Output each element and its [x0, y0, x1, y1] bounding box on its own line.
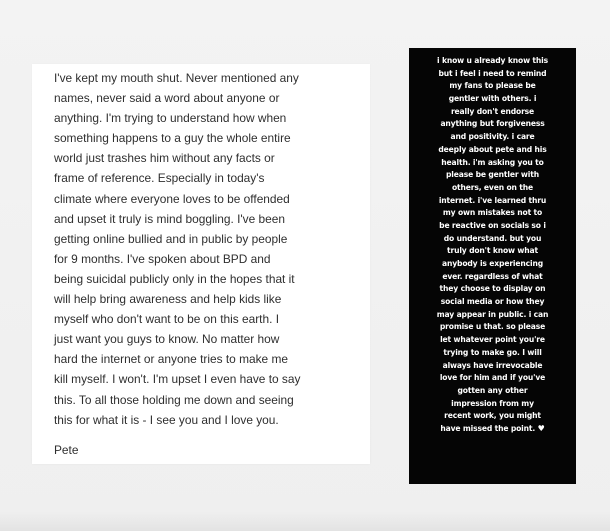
statement-line: names, never said a word about anyone or [54, 91, 280, 106]
statement-signature: Pete [54, 443, 79, 457]
story-line: impression from my [451, 398, 534, 408]
statement-line: will help bring awareness and help kids like [54, 292, 282, 307]
story-line: my fans to please be [449, 81, 536, 91]
story-text [409, 55, 576, 436]
statement-line: frame of reference. Especially in today's [54, 171, 265, 186]
story-line: promise u that. so please [439, 322, 546, 332]
story-line: anybody is experiencing [442, 259, 543, 268]
story-line: love for him and if you've [439, 373, 546, 383]
statement-line: I've kept my mouth shut. Never mentioned any [54, 71, 299, 85]
story-line: let whatever point you're [440, 335, 545, 345]
heart-icon: ♥ [537, 423, 545, 433]
statement-line: this for what it is - I see you and I love you. [54, 412, 279, 427]
notes-app-statement-card [32, 64, 370, 464]
statement-line: climate where everyone loves to be offended [54, 191, 290, 206]
statement-line: getting online bullied and in public by people [54, 231, 288, 246]
statement-line: something happens to a guy the whole entire [54, 131, 291, 146]
story-line: and positivity. i care [450, 132, 535, 142]
story-line: internet. i've learned thru [438, 195, 547, 205]
statement-line: anything. I'm trying to understand how when [54, 111, 287, 126]
story-line: gotten any other [457, 385, 528, 395]
story-line: social media or how they [440, 297, 545, 307]
story-line: ever. regardless of what [442, 271, 543, 281]
story-line: gentler with others. i [448, 94, 537, 104]
story-line: trying to make go. I will [443, 347, 542, 357]
statement-line: kill myself. I won't. I'm upset I even have to say [54, 372, 301, 387]
story-line: my own mistakes not to [442, 208, 543, 218]
story-line: truly don't know what [447, 246, 538, 256]
statement-line: hard the internet or anyone tries to make me [54, 352, 288, 367]
story-line: may appear in public. i can [436, 309, 549, 319]
statement-line: myself who don't want to be on this earth. I [54, 312, 280, 327]
instagram-story-panel [409, 48, 576, 484]
story-line: but i feel i need to remind [438, 68, 547, 78]
story-line: they choose to display on [439, 284, 546, 294]
story-line: recent work, you might [444, 411, 541, 421]
story-line: deeply about pete and his [438, 144, 547, 154]
statement-text [54, 68, 372, 430]
story-line: i know u already know this [437, 56, 548, 65]
story-line: have missed the point. [440, 423, 536, 433]
statement-line: world just trashes him without any facts or [54, 151, 275, 166]
story-line: others, even on the [451, 182, 534, 192]
statement-line: just want you guys to know. No matter how [54, 332, 280, 347]
story-line: be reactive on socials so i [439, 220, 546, 230]
statement-line: being suicidal publicly only in the hopes that it [54, 271, 295, 286]
story-line: always have irrevocable [442, 360, 543, 370]
story-line: do understand. but you [443, 233, 542, 243]
statement-line: and upset it truly is mind boggling. I've been [54, 211, 285, 226]
bottom-shadow [0, 511, 610, 531]
statement-line: this. To all those holding me down and seeing [54, 392, 294, 407]
story-line: really don't endorse [450, 106, 535, 116]
story-line: please be gentler with [446, 170, 539, 180]
story-line: health. i'm asking you to [441, 157, 544, 167]
story-line: anything but forgiveness [440, 119, 545, 129]
statement-line: for 9 months. I've spoken about BPD and [54, 251, 271, 266]
